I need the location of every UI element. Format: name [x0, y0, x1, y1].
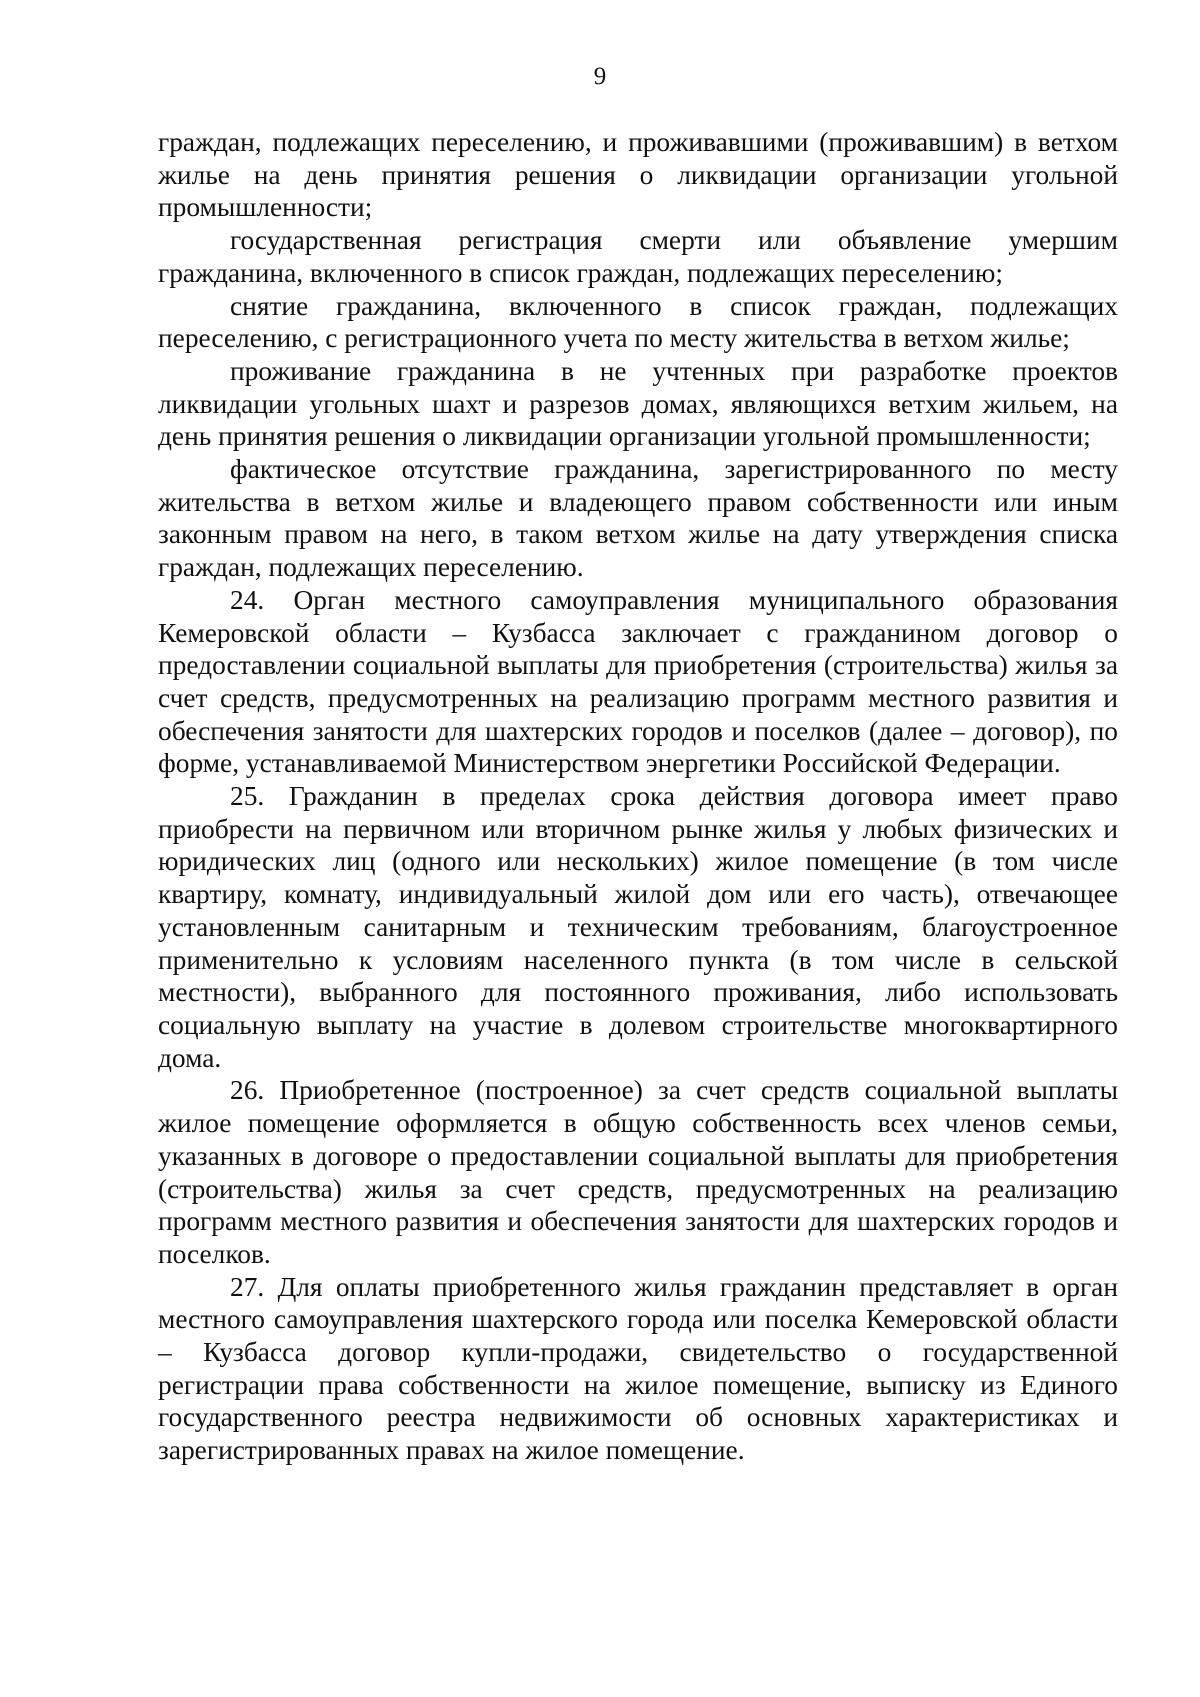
paragraph: 25. Гражданин в пределах срока действия договора имеет право приобрести на первичном или вторичном рынке жилья у любых физических и юридических лиц (одного или нескольких) жилое помещение (в том числе квартиру, комнату, индивидуальный жилой дом или его часть), отвечающее установленным санитарным и техническим требованиям, благоустроенное применительно к условиям населенного пункта (в том числе в сельской местности), выбранного для постоянного проживания, либо использовать социальную выплату на участие в долевом строительстве многоквартирного дома. [158, 781, 1118, 1073]
paragraph: государственная регистрация смерти или объявление умершим гражданина, включенного в список граждан, подлежащих переселению; [158, 225, 1118, 288]
paragraph: 26. Приобретенное (построенное) за счет средств социальной выплаты жилое помещение оформляется в общую собственность всех членов семьи, указанных в договоре о предоставлении социальной выплаты для приобретения (строительства) жилья за счет средств, предусмотренных на реализацию программ местного развития и обеспечения занятости для шахтерских городов и поселков. [158, 1075, 1118, 1269]
paragraph: проживание гражданина в не учтенных при разработке проектов ликвидации угольных шахт и разрезов домах, являющихся ветхим жильем, на день принятия решения о ликвидации организации угольной промышленности; [158, 355, 1118, 452]
paragraph: фактическое отсутствие гражданина, зарегистрированного по месту жительства в ветхом жилье и владеющего правом собственности или иным законным правом на него, в таком ветхом жилье на дату утверждения списка граждан, подлежащих переселению. [158, 454, 1118, 583]
paragraph: 24. Орган местного самоуправления муниципального образования Кемеровской области – Кузбасса заключает с гражданином договор о предоставлении социальной выплаты для приобретения (строительства) жилья за счет средств, предусмотренных на реализацию программ местного развития и обеспечения занятости для шахтерских городов и поселков (далее – договор), по форме, устанавливаемой Министерством энергетики Российской Федерации. [158, 584, 1118, 779]
document-body [158, 126, 1118, 1467]
paragraph: 27. Для оплаты приобретенного жилья гражданин представляет в орган местного самоуправления шахтерского города или поселка Кемеровской области – Кузбасса договор купли-продажи, свидетельство о государственной регистрации права собственности на жилое помещение, выписку из Единого государственного реестра недвижимости об основных характеристиках и зарегистрированных правах на жилое помещение. [158, 1271, 1118, 1466]
paragraph: снятие гражданина, включенного в список граждан, подлежащих переселению, с регистрационного учета по месту жительства в ветхом жилье; [158, 290, 1118, 354]
paragraph: граждан, подлежащих переселению, и проживавшими (проживавшим) в ветхом жилье на день принятия решения о ликвидации организации угольной промышленности; [158, 127, 1118, 223]
page-number: 9 [593, 63, 607, 90]
